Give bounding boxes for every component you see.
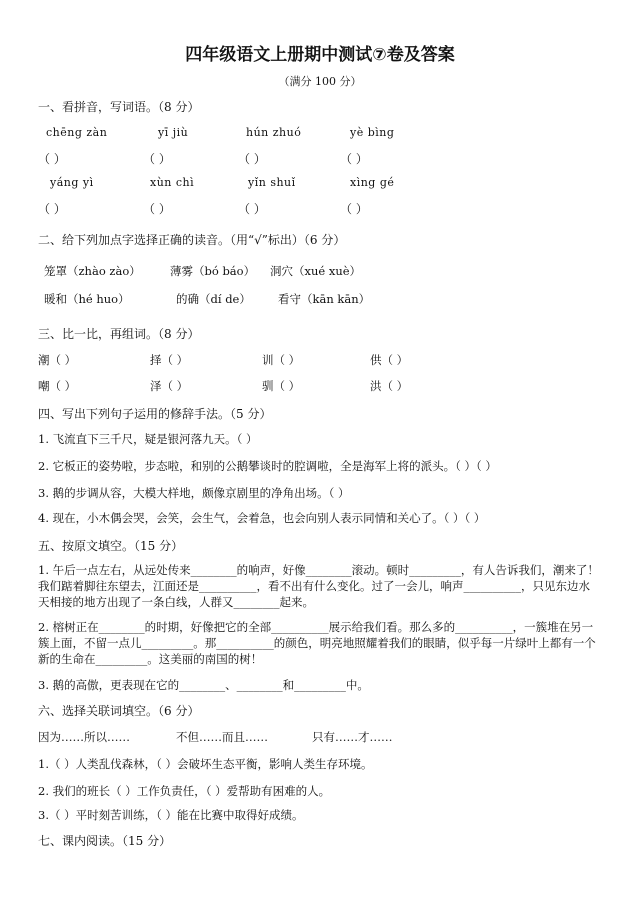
section-2-heading: 二、给下列加点字选择正确的读音。（用“√”标出）（6 分）: [38, 233, 346, 247]
page-title: 四年级语文上册期中测试⑦卷及答案: [185, 45, 455, 65]
score-note: （满分 100 分）: [278, 75, 362, 88]
answer-blank: （ ）: [238, 152, 266, 166]
conjunction-option: 因为……所以……: [38, 730, 130, 744]
pinyin-item: xùn chì: [150, 176, 195, 189]
question-line: 1. 飞流直下三千尺，疑是银河落九天。（ ）: [38, 432, 258, 446]
reading-choice: 看守（kān kān）: [278, 292, 371, 306]
reading-choice: 暖和（hé huo）: [44, 292, 130, 306]
reading-choice: 薄雾（bó báo）: [170, 264, 256, 278]
pinyin-item: xìng gé: [350, 176, 395, 189]
word-group-item: 泽（ ）: [150, 379, 189, 393]
fill-line: 3. 鹅的高傲，更表现在它的________、________和_________中。: [38, 678, 369, 692]
fill-line: 天相接的地方出现了一条白线，人群又________起来。: [38, 595, 314, 609]
answer-blank: （ ）: [38, 202, 66, 216]
fill-line: 1. 午后一点左右，从远处传来________的响声，好像________滚动。顿时_________，有人告诉我们，潮来了！: [38, 563, 599, 577]
section-5-heading: 五、按原文填空。（15 分）: [38, 539, 184, 553]
pinyin-item: yáng yì: [50, 176, 94, 189]
pinyin-item: yè bìng: [350, 126, 395, 139]
word-group-item: 嘲（ ）: [38, 379, 77, 393]
pinyin-item: chēng zàn: [46, 126, 108, 139]
question-line: 3. 鹅的步调从容，大模大样地，颇像京剧里的净角出场。（ ）: [38, 486, 350, 500]
fill-line: 2. 榕树正在________的时期，好像把它的全部__________展示给我们看。那么多的__________，一簇堆在另一: [38, 620, 594, 634]
answer-blank: （ ）: [38, 152, 66, 166]
reading-choice: 洞穴（xué xuè）: [270, 264, 362, 278]
answer-blank: （ ）: [238, 202, 266, 216]
fill-line: 我们踮着脚往东望去，江面还是__________，看不出有什么变化。过了一会儿，响声__________，只见东边水: [38, 579, 590, 593]
question-line: 4. 现在，小木偶会哭，会笑，会生气，会着急，也会向别人表示同情和关心了。（ ）（ ）: [38, 511, 486, 525]
word-group-item: 潮（ ）: [38, 353, 77, 367]
word-group-item: 择（ ）: [150, 353, 189, 367]
word-group-item: 驯（ ）: [262, 379, 301, 393]
section-7-heading: 七、课内阅读。（15 分）: [38, 834, 172, 848]
pinyin-item: hún zhuó: [246, 126, 302, 139]
word-group-item: 供（ ）: [370, 353, 409, 367]
question-line: 2. 它板正的姿势啦，步态啦，和别的公鹅攀谈时的腔调啦，全是海军上将的派头。（ ）（ ）: [38, 459, 497, 473]
answer-blank: （ ）: [340, 152, 368, 166]
fill-line: 簇上面，不留一点儿_________。那__________的颜色，明亮地照耀着我们的眼睛，似乎每一片绿叶上都有一个: [38, 636, 596, 650]
word-group-item: 训（ ）: [262, 353, 301, 367]
question-line: 2. 我们的班长（ ）工作负责任，（ ）爱帮助有困难的人。: [38, 784, 331, 798]
word-group-item: 洪（ ）: [370, 379, 409, 393]
section-1-heading: 一、看拼音，写词语。（8 分）: [38, 100, 200, 114]
section-6-heading: 六、选择关联词填空。（6 分）: [38, 704, 200, 718]
question-line: 1.（ ）人类乱伐森林，（ ）会破坏生态平衡，影响人类生存环境。: [38, 757, 373, 771]
section-4-heading: 四、写出下列句子运用的修辞手法。（5 分）: [38, 407, 272, 421]
reading-choice: 的确（dí de）: [176, 292, 251, 306]
conjunction-option: 不但……而且……: [176, 730, 268, 744]
conjunction-option: 只有……才……: [312, 730, 393, 744]
question-line: 3.（ ）平时刻苦训练，（ ）能在比赛中取得好成绩。: [38, 808, 304, 822]
answer-blank: （ ）: [340, 202, 368, 216]
fill-line: 新的生命在_________。这美丽的南国的树！: [38, 652, 263, 666]
answer-blank: （ ）: [143, 202, 171, 216]
answer-blank: （ ）: [143, 152, 171, 166]
section-3-heading: 三、比一比，再组词。（8 分）: [38, 327, 200, 341]
pinyin-item: yī jiù: [158, 126, 189, 139]
pinyin-item: yǐn shuǐ: [248, 176, 296, 189]
reading-choice: 笼罩（zhào zào）: [44, 264, 141, 278]
